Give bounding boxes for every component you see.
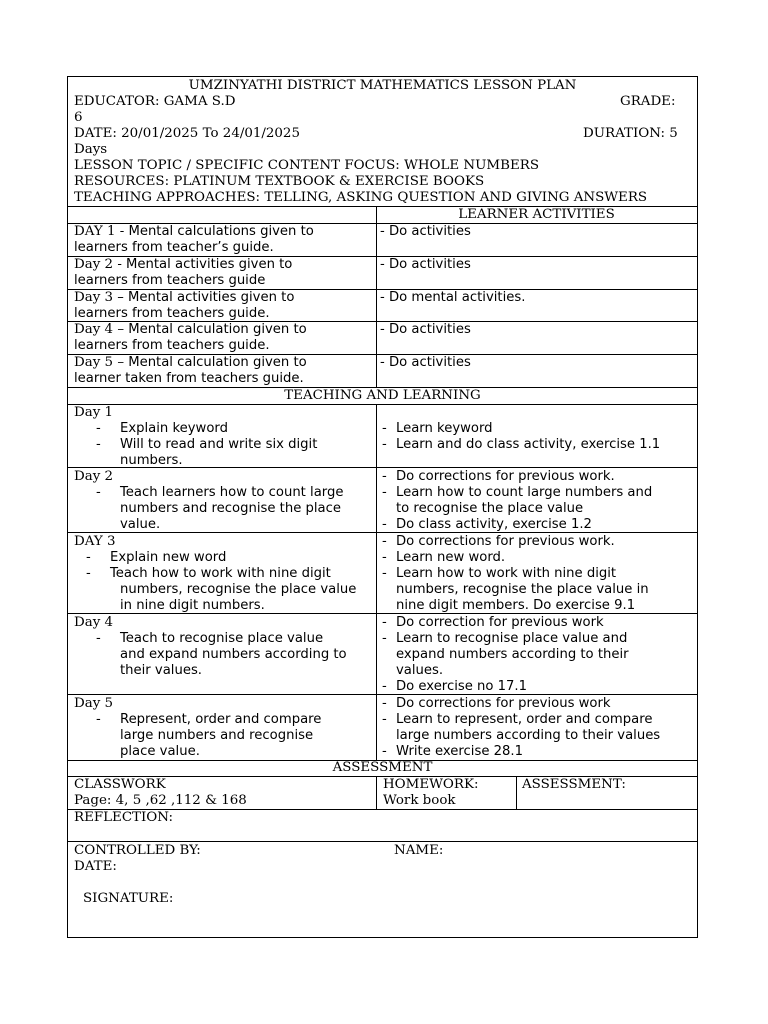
- classwork-pages: Page: 4, 5 ,62 ,112 & 168: [74, 793, 247, 808]
- lesson-topic: LESSON TOPIC / SPECIFIC CONTENT FOCUS: WHOLE NUMBERS: [74, 158, 540, 173]
- mental-activity-1: - Do activities: [380, 224, 471, 239]
- assessment-heading: ASSESSMENT: [332, 760, 433, 775]
- dash: -: [96, 421, 101, 436]
- dash: -: [382, 566, 387, 581]
- mental-text-3: learners from teachers guide.: [74, 306, 270, 321]
- date-field: DATE: 20/01/2025 To 24/01/2025: [74, 126, 300, 141]
- day4-label: Day 4: [74, 615, 114, 630]
- day2-label: Day 2: [74, 469, 114, 484]
- day4-teacher-item: Teach to recognise place value: [120, 631, 324, 646]
- day3-teacher-item: Teach how to work with nine digit: [110, 566, 331, 581]
- day3-teacher-item: in nine digit numbers.: [120, 598, 265, 613]
- dash: -: [382, 712, 387, 727]
- mental-activity-3: - Do mental activities.: [380, 290, 526, 305]
- day2-learner-item: Do class activity, exercise 1.2: [396, 517, 592, 532]
- day2-teacher-item: numbers and recognise the place: [120, 501, 341, 516]
- dash: -: [382, 679, 387, 694]
- dash: -: [382, 631, 387, 646]
- column-divider: [376, 405, 377, 761]
- day1-teacher-item: Explain keyword: [120, 421, 228, 436]
- day2-learner-item: Do corrections for previous work.: [396, 469, 615, 484]
- day1-label: Day 1: [74, 405, 114, 420]
- homework-label: HOMEWORK:: [383, 777, 479, 792]
- mental-day-2: Day 2 - Mental activities given to: [74, 257, 293, 272]
- dash: -: [382, 744, 387, 759]
- mental-activity-5: - Do activities: [380, 355, 471, 370]
- day5-learner-item: Do corrections for previous work: [396, 696, 611, 711]
- signature-label: SIGNATURE:: [83, 891, 174, 906]
- teaching-learning-heading: TEACHING AND LEARNING: [284, 388, 481, 403]
- resources: RESOURCES: PLATINUM TEXTBOOK & EXERCISE BOOKS: [74, 174, 485, 189]
- day3-teacher-item: numbers, recognise the place value: [120, 582, 357, 597]
- dash: -: [86, 550, 91, 565]
- educator-field: EDUCATOR: GAMA S.D: [74, 94, 236, 109]
- day4-learner-item: Learn to recognise place value and: [396, 631, 628, 646]
- header-row: [68, 77, 697, 207]
- day4-learner-item: expand numbers according to their: [396, 647, 629, 662]
- dash: -: [382, 534, 387, 549]
- dash: -: [382, 696, 387, 711]
- dash: -: [382, 421, 387, 436]
- day5-label: Day 5: [74, 696, 114, 711]
- day1-learner-item: Learn and do class activity, exercise 1.1: [396, 437, 661, 452]
- dash: -: [96, 631, 101, 646]
- day4-learner-item: values.: [396, 663, 444, 678]
- controlled-by-label: CONTROLLED BY:: [74, 843, 201, 858]
- day5-learner-item: large numbers according to their values: [396, 728, 661, 743]
- dash: -: [382, 469, 387, 484]
- reflection-label: REFLECTION:: [74, 810, 174, 825]
- mental-day-5: Day 5 – Mental calculation given to: [74, 355, 307, 370]
- document-title: UMZINYATHI DISTRICT MATHEMATICS LESSON PLAN: [188, 78, 577, 93]
- date-label: DATE:: [74, 859, 117, 874]
- mental-activity-4: - Do activities: [380, 322, 471, 337]
- mental-text-5: learner taken from teachers guide.: [74, 371, 304, 386]
- day4-teacher-item: their values.: [120, 663, 203, 678]
- homework-value: Work book: [383, 793, 456, 808]
- learner-activities-heading: LEARNER ACTIVITIES: [458, 207, 615, 222]
- grade-label: GRADE:: [620, 94, 676, 109]
- duration-unit: Days: [74, 142, 108, 157]
- mental-day-3: Day 3 – Mental activities given to: [74, 290, 295, 305]
- day3-label: DAY 3: [74, 534, 116, 549]
- day1-learner-item: Learn keyword: [396, 421, 493, 436]
- mental-text-2: learners from teachers guide: [74, 273, 266, 288]
- mental-activity-2: - Do activities: [380, 257, 471, 272]
- day2-teacher-item: value.: [120, 517, 161, 532]
- day5-teacher-item: place value.: [120, 744, 200, 759]
- day3-learner-item: Learn how to work with nine digit: [396, 566, 617, 581]
- day4-learner-item: Do exercise no 17.1: [396, 679, 528, 694]
- day1-teacher-item: numbers.: [120, 453, 183, 468]
- column-divider: [376, 207, 377, 388]
- day3-learner-item: Do corrections for previous work.: [396, 534, 615, 549]
- classwork-label: CLASSWORK: [74, 777, 166, 792]
- dash: -: [382, 517, 387, 532]
- name-label: NAME:: [394, 843, 444, 858]
- column-divider: [516, 777, 517, 810]
- day2-learner-item: to recognise the place value: [396, 501, 584, 516]
- day3-learner-item: Learn new word.: [396, 550, 506, 565]
- day3-learner-item: nine digit members. Do exercise 9.1: [396, 598, 636, 613]
- grade-value: 6: [74, 110, 83, 125]
- assessment-label: ASSESSMENT:: [522, 777, 626, 792]
- dash: -: [86, 566, 91, 581]
- day2-teacher-item: Teach learners how to count large: [120, 485, 344, 500]
- day5-learner-item: Write exercise 28.1: [396, 744, 523, 759]
- day5-learner-item: Learn to represent, order and compare: [396, 712, 653, 727]
- dash: -: [96, 437, 101, 452]
- dash: -: [96, 485, 101, 500]
- dash: -: [382, 437, 387, 452]
- dash: -: [382, 485, 387, 500]
- teaching-approaches: TEACHING APPROACHES: TELLING, ASKING QUESTION AND GIVING ANSWERS: [74, 190, 648, 205]
- day4-teacher-item: and expand numbers according to: [120, 647, 347, 662]
- mental-day-4: Day 4 – Mental calculation given to: [74, 322, 307, 337]
- lesson-plan-table: [67, 76, 698, 938]
- day4-learner-item: Do correction for previous work: [396, 615, 604, 630]
- mental-text-1: learners from teacher’s guide.: [74, 240, 274, 255]
- day5-teacher-item: large numbers and recognise: [120, 728, 314, 743]
- day3-learner-item: numbers, recognise the place value in: [396, 582, 649, 597]
- dash: -: [96, 712, 101, 727]
- day5-teacher-item: Represent, order and compare: [120, 712, 322, 727]
- mental-day-1: DAY 1 - Mental calculations given to: [74, 224, 314, 239]
- dash: -: [382, 550, 387, 565]
- day1-teacher-item: Will to read and write six digit: [120, 437, 318, 452]
- dash: -: [382, 615, 387, 630]
- day3-teacher-item: Explain new word: [110, 550, 227, 565]
- duration-label: DURATION: 5: [583, 126, 678, 141]
- day2-learner-item: Learn how to count large numbers and: [396, 485, 653, 500]
- mental-text-4: learners from teachers guide.: [74, 338, 270, 353]
- column-divider: [376, 777, 377, 810]
